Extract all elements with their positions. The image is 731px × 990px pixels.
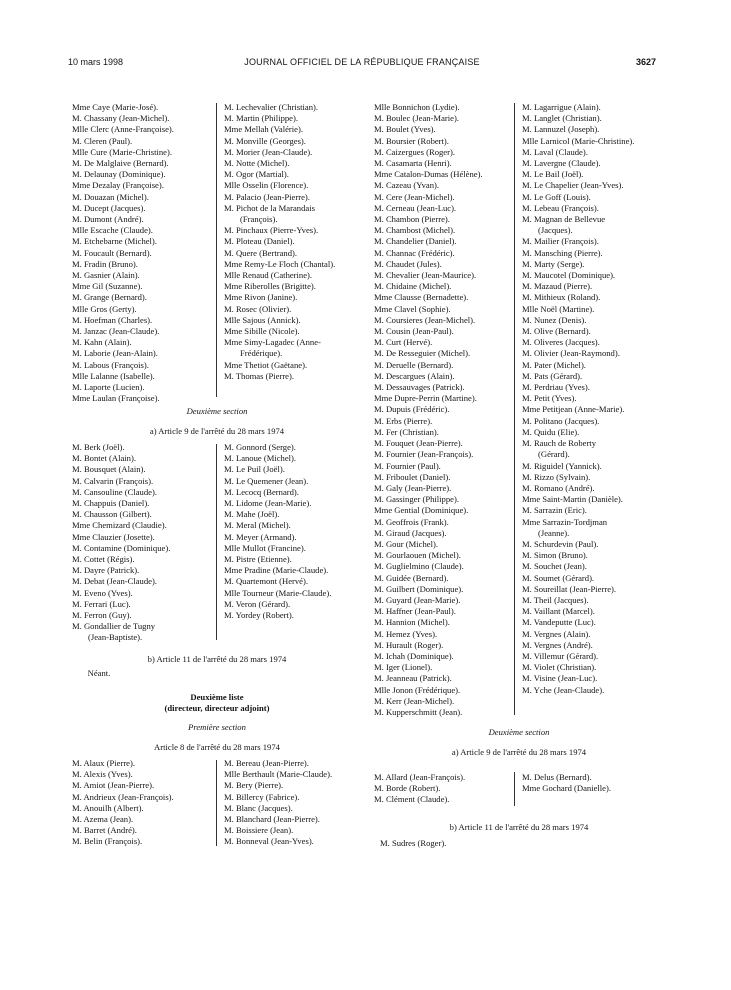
name-entry: M. Geoffrois (Frank). [374, 516, 449, 527]
name-entry: Mlle Sajous (Annick). [224, 314, 301, 325]
name-entry: M. Pistre (Etienne). [224, 554, 292, 565]
name-entry: M. Vergnes (André). [522, 639, 593, 650]
section-title: Deuxième section [488, 727, 550, 737]
name-entry: M. Ferron (Guy). [72, 610, 132, 621]
name-entry: M. Gasnier (Alain). [72, 270, 140, 281]
name-entry: M. Alaux (Pierre). [72, 758, 136, 768]
name-entry: M. Vaillant (Marcel). [522, 606, 595, 617]
name-column [374, 102, 510, 718]
name-entry: Mme Gil (Suzanne). [72, 281, 143, 292]
name-entry: Mme Remy-Le Floch (Chantal). [224, 258, 336, 269]
name-entry: M. Cansouline (Claude). [72, 486, 157, 497]
name-entry: M. Haffner (Jean-Paul). [374, 606, 456, 617]
name-entry: M. Veron (Gérard). [224, 598, 291, 609]
name-entry: Mme Rivon (Janine). [224, 292, 298, 303]
name-entry: M. Sarrazin (Eric). [522, 505, 587, 516]
name-column [72, 758, 208, 848]
name-entry: M. Boursier (Robert). [374, 135, 449, 146]
name-entry: M. Marty (Serge). [522, 258, 585, 269]
name-entry: M. Laporte (Lucien). [72, 382, 145, 393]
name-entry: M. Magnan de Bellevue [522, 214, 606, 225]
name-column [224, 102, 364, 382]
name-entry: M. Lavergne (Claude). [522, 158, 601, 169]
name-entry: M. Soumet (Gérard). [522, 572, 595, 583]
name-entry: M. Blanchard (Jean-Pierre). [224, 814, 320, 825]
name-entry: M. Amiot (Jean-Pierre). [72, 780, 155, 791]
name-entry: M. Mailier (François). [522, 236, 599, 247]
name-entry: Mme Thetiot (Gaëtane). [224, 359, 308, 370]
name-entry: Mme Caye (Marie-José). [72, 102, 159, 112]
section-title: Deuxième section [186, 406, 248, 416]
name-entry: M. Lagarrigue (Alain). [522, 102, 601, 112]
name-entry: M. Hannion (Michel). [374, 617, 450, 628]
name-entry: M. Meral (Michel). [224, 520, 291, 531]
name-entry: M. Chidaine (Michel). [374, 281, 452, 292]
name-entry: M. Borde (Robert). [374, 783, 441, 794]
name-entry: Mlle Cure (Marie-Christine). [72, 146, 172, 157]
name-entry: M. Deruelle (Bernard). [374, 359, 454, 370]
name-entry: M. Simon (Bruno). [522, 550, 588, 561]
name-entry: M. Labous (François). [72, 359, 149, 370]
name-entry: M. Blanc (Jacques). [224, 802, 293, 813]
name-entry: Mlle Jonon (Frédérique). [374, 684, 461, 695]
name-entry: M. Sudres (Roger). [380, 838, 447, 848]
name-entry: Mme Clausse (Bernadette). [374, 292, 469, 303]
name-entry: M. Lecocq (Bernard). [224, 486, 299, 497]
name-entry: M. Nunez (Denis). [522, 314, 587, 325]
name-entry: M. Janzac (Jean-Claude). [72, 326, 160, 337]
name-entry: M. Martin (Philippe). [224, 113, 298, 124]
name-entry: Mme Dupre-Perrin (Martine). [374, 393, 477, 404]
name-entry: M. Pater (Michel). [522, 359, 586, 370]
column-divider [216, 444, 217, 640]
name-entry: M. Descargues (Alain). [374, 370, 455, 381]
name-entry: M. Cousin (Jean-Paul). [374, 326, 454, 337]
name-entry-continuation: (Gérard). [538, 449, 570, 460]
name-entry: M. Ploteau (Daniel). [224, 236, 295, 247]
name-entry: M. Coursieres (Jean-Michel). [374, 314, 476, 325]
name-entry: Mlle Osselin (Florence). [224, 180, 309, 191]
name-entry: M. Cleren (Paul). [72, 135, 133, 146]
name-entry: M. Alexis (Yves). [72, 769, 133, 780]
name-entry: M. Bery (Pierre). [224, 780, 284, 791]
name-entry: M. Chambost (Michel). [374, 225, 456, 236]
name-entry: M. Le Quemener (Jean). [224, 475, 309, 486]
name-entry: Mme Clavel (Sophie). [374, 303, 451, 314]
name-entry: M. Boulet (Yves). [374, 124, 436, 135]
name-entry: M. Boulec (Jean-Marie). [374, 113, 459, 124]
name-entry: M. Ogor (Martial). [224, 169, 289, 180]
name-entry: M. Lanoue (Michel). [224, 453, 297, 464]
name-column [72, 442, 208, 644]
name-entry: M. Rizzo (Sylvain). [522, 471, 591, 482]
header-page-number: 3627 [635, 57, 656, 67]
article-heading: Article 8 de l'arrêté du 28 mars 1974 [154, 742, 280, 752]
name-entry: Mme Dezalay (Françoise). [72, 180, 164, 191]
name-column [224, 442, 364, 621]
page-header [68, 57, 656, 69]
name-entry: Mme Sibille (Nicole). [224, 326, 300, 337]
name-entry: M. Hurault (Roger). [374, 639, 444, 650]
name-entry: M. Langlet (Christian). [522, 113, 602, 124]
header-date: 10 mars 1998 [68, 57, 124, 67]
name-entry: M. Belin (François). [72, 836, 143, 847]
name-entry: M. Azema (Jean). [72, 814, 134, 825]
column-divider [216, 760, 217, 846]
name-entry: M. Gassinger (Philippe). [374, 494, 459, 505]
name-entry: Mlle Bonnichon (Lydie). [374, 102, 460, 112]
name-entry: M. Hoefman (Charles). [72, 314, 153, 325]
name-entry: M. Anouilh (Albert). [72, 802, 144, 813]
name-entry: M. Politano (Jacques). [522, 415, 600, 426]
name-entry: Mme Gential (Dominique). [374, 505, 469, 516]
name-entry: M. Perdriau (Yves). [522, 382, 590, 393]
name-entry: M. Iger (Lionel). [374, 662, 433, 673]
name-entry: M. Chaudet (Jules). [374, 258, 442, 269]
name-entry: M. Le Bail (Joël). [522, 169, 584, 180]
name-entry: Mme Gochard (Danielle). [522, 783, 612, 794]
name-entry: M. Delus (Bernard). [522, 772, 592, 782]
article-heading: b) Article 11 de l'arrêté du 28 mars 1974 [449, 822, 589, 832]
name-entry: M. Giraud (Jacques). [374, 527, 447, 538]
name-entry: M. Kupperschmitt (Jean). [374, 706, 463, 717]
neant-text: Néant. [87, 668, 111, 678]
name-entry: M. Fouquet (Jean-Pierre). [374, 438, 463, 449]
name-entry: M. Calvarin (François). [72, 475, 154, 486]
name-entry: M. Chappuis (Daniel). [72, 498, 150, 509]
name-entry: M. Dupuis (Frédéric). [374, 404, 450, 415]
name-entry: M. Le Goff (Louis). [522, 191, 591, 202]
name-entry: M. Berk (Joël). [72, 442, 125, 452]
name-entry: M. Delaunay (Dominique). [72, 169, 166, 180]
name-entry: M. Ichah (Dominique). [374, 650, 454, 661]
name-entry: M. Villemur (Gérard). [522, 650, 599, 661]
name-entry: M. Chambon (Pierre). [374, 214, 450, 225]
name-entry: M. Meyer (Armand). [224, 531, 297, 542]
name-column [224, 758, 364, 848]
name-entry: M. Lidome (Jean-Marie). [224, 498, 312, 509]
name-entry: Mme Petitjean (Anne-Marie). [522, 404, 625, 415]
name-entry: M. Cerneau (Jean-Luc). [374, 202, 457, 213]
name-entry: M. Kahn (Alain). [72, 337, 132, 348]
name-entry: M. Maucotel (Dominique). [522, 270, 616, 281]
name-entry: Mme Catalon-Dumas (Hélène). [374, 169, 483, 180]
name-entry: M. Guglielmino (Claude). [374, 561, 464, 572]
name-entry: M. Bereau (Jean-Pierre). [224, 758, 309, 768]
name-entry-continuation: (Jacques). [538, 225, 573, 236]
name-entry: M. Rosec (Olivier). [224, 303, 292, 314]
name-entry: M. Fournier (Paul). [374, 460, 441, 471]
name-entry-continuation: (Jean-Baptiste). [88, 632, 143, 643]
name-entry: M. Andrieux (Jean-François). [72, 791, 174, 802]
name-entry: M. Cottet (Régis). [72, 554, 135, 565]
name-entry: M. Palacio (Jean-Pierre). [224, 191, 310, 202]
name-entry: M. Yordey (Robert). [224, 610, 294, 621]
name-entry: M. De Malglaive (Bernard). [72, 158, 169, 169]
name-entry: M. Cere (Jean-Michel). [374, 191, 455, 202]
name-entry: M. Riguidel (Yannick). [522, 460, 602, 471]
name-entry: M. Theil (Jacques). [522, 594, 589, 605]
name-entry: M. Foucault (Bernard). [72, 247, 152, 258]
name-entry: M. Notte (Michel). [224, 158, 290, 169]
name-entry: Mlle Gros (Gerty). [72, 303, 137, 314]
name-column [374, 772, 510, 806]
name-entry: M. Galy (Jean-Pierre). [374, 482, 452, 493]
name-entry: M. Billercy (Fabrice). [224, 791, 300, 802]
section-title: Première section [188, 722, 246, 732]
name-entry: Mme Mellah (Valérie). [224, 124, 303, 135]
list-subtitle: (directeur, directeur adjoint) [164, 703, 270, 713]
name-entry: Mme Laulan (Françoise). [72, 393, 160, 404]
name-entry: M. Pichot de la Marandais [224, 202, 315, 213]
name-entry: M. Chausson (Gilbert). [72, 509, 152, 520]
name-entry: M. Quere (Bertrand). [224, 247, 298, 258]
name-entry: M. Barret (André). [72, 825, 137, 836]
name-entry: M. Chandelier (Daniel). [374, 236, 457, 247]
name-entry: Mlle Berthault (Marie-Claude). [224, 769, 333, 780]
name-entry: Mlle Clerc (Anne-Françoise). [72, 124, 174, 135]
name-entry: Mme Riberolles (Brigitte). [224, 281, 316, 292]
name-entry-continuation: (François). [240, 214, 278, 225]
name-entry: M. Guilbert (Dominique). [374, 583, 464, 594]
name-entry: M. Pats (Gérard). [522, 370, 583, 381]
name-entry: M. Jeanneau (Patrick). [374, 673, 452, 684]
name-entry: M. Yche (Jean-Claude). [522, 684, 605, 695]
name-entry: M. Rauch de Roberty [522, 438, 596, 449]
name-entry: M. Fradin (Bruno). [72, 258, 138, 269]
name-entry: Mme Saint-Martin (Danièle). [522, 494, 623, 505]
name-entry: M. Bontet (Alain). [72, 453, 136, 464]
name-entry: Mlle Tourneur (Marie-Claude). [224, 587, 332, 598]
name-entry: Mlle Lalanne (Isabelle). [72, 370, 155, 381]
name-entry: M. Dayre (Patrick). [72, 565, 140, 576]
name-entry: Mlle Larnicol (Marie-Christine). [522, 135, 635, 146]
name-entry: M. Pinchaux (Pierre-Yves). [224, 225, 319, 236]
name-entry: M. Cazeau (Yvan). [374, 180, 439, 191]
name-entry: M. Guyard (Jean-Marie). [374, 594, 461, 605]
name-entry: M. Vergnes (Alain). [522, 628, 591, 639]
name-entry: Mlle Escache (Claude). [72, 225, 153, 236]
name-entry: M. Mazaud (Pierre). [522, 281, 593, 292]
name-entry: M. Ferrari (Luc). [72, 598, 131, 609]
list-title: Deuxième liste [190, 692, 244, 702]
name-entry: M. Hemez (Yves). [374, 628, 438, 639]
name-entry: M. Ducept (Jacques). [72, 202, 146, 213]
name-entry: M. Quidu (Elie). [522, 426, 580, 437]
name-entry: M. Clément (Claude). [374, 794, 450, 805]
name-entry: M. Schurdevin (Paul). [522, 538, 599, 549]
name-entry: Mlle Noël (Martine). [522, 303, 595, 314]
name-entry: Mme Pradine (Marie-Claude). [224, 565, 329, 576]
name-entry: M. Monville (Georges). [224, 135, 306, 146]
name-entry: M. Lechevalier (Christian). [224, 102, 319, 112]
name-entry: M. Dumont (André). [72, 214, 144, 225]
name-entry: M. Casamarta (Henri). [374, 158, 452, 169]
name-entry: M. Friboulet (Daniel). [374, 471, 451, 482]
name-entry: M. Guidée (Bernard). [374, 572, 449, 583]
name-entry-continuation: Frédérique). [240, 348, 283, 359]
name-entry: M. Gondallier de Tugny [72, 621, 156, 632]
name-entry: M. Visine (Jean-Luc). [522, 673, 598, 684]
name-entry: M. Dessauvages (Patrick). [374, 382, 465, 393]
name-entry: M. Vandeputte (Luc). [522, 617, 596, 628]
name-entry: M. Debat (Jean-Claude). [72, 576, 157, 587]
name-entry: M. Olive (Bernard). [522, 326, 591, 337]
name-entry: M. De Resseguier (Michel). [374, 348, 471, 359]
name-entry: M. Erbs (Pierre). [374, 415, 433, 426]
column-divider [216, 103, 217, 397]
column-divider [514, 103, 515, 715]
name-entry: M. Le Chapelier (Jean-Yves). [522, 180, 624, 191]
name-entry: M. Oliveres (Jacques). [522, 337, 600, 348]
name-entry: Mlle Mullot (Francine). [224, 542, 306, 553]
name-entry: M. Quartemont (Hervé). [224, 576, 308, 587]
name-entry: M. Curt (Hervé). [374, 337, 433, 348]
name-entry: M. Fer (Christian). [374, 426, 439, 437]
name-entry: M. Thomas (Pierre). [224, 370, 295, 381]
name-entry: M. Channac (Frédéric). [374, 247, 455, 258]
name-column [522, 102, 672, 696]
name-entry: Mme Sarrazin-Tordjman [522, 516, 608, 527]
article-heading: b) Article 11 de l'arrêté du 28 mars 1974 [147, 654, 287, 664]
name-entry-continuation: (Jeanne). [538, 527, 570, 538]
name-entry: M. Contamine (Dominique). [72, 542, 171, 553]
name-entry: M. Romano (André). [522, 482, 595, 493]
name-column [72, 102, 208, 404]
name-entry: M. Petit (Yves). [522, 393, 577, 404]
name-entry: M. Fournier (Jean-François). [374, 449, 474, 460]
name-entry: M. Laborie (Jean-Alain). [72, 348, 158, 359]
name-entry: M. Violet (Christian). [522, 662, 597, 673]
name-entry: M. Caizergues (Roger). [374, 146, 455, 157]
header-title: JOURNAL OFFICIEL DE LA RÉPUBLIQUE FRANÇAISE [244, 57, 480, 67]
name-entry: M. Chevalier (Jean-Maurice). [374, 270, 477, 281]
name-entry: M. Etchebarne (Michel). [72, 236, 157, 247]
name-entry: M. Soureillat (Jean-Pierre). [522, 583, 617, 594]
name-entry: M. Lebeau (François). [522, 202, 599, 213]
article-heading: a) Article 9 de l'arrêté du 28 mars 1974 [451, 747, 587, 757]
name-entry: M. Eveno (Yves). [72, 587, 133, 598]
name-entry: M. Mahe (Joël). [224, 509, 280, 520]
name-entry: M. Mansching (Pierre). [522, 247, 603, 258]
name-entry: M. Olivier (Jean-Raymond). [522, 348, 620, 359]
name-list [380, 838, 520, 849]
name-entry: M. Souchet (Jean). [522, 561, 587, 572]
name-entry: M. Bousquet (Alain). [72, 464, 146, 475]
name-entry: M. Le Puil (Joël). [224, 464, 285, 475]
name-entry: M. Douazan (Michel). [72, 191, 149, 202]
name-column [522, 772, 662, 794]
name-entry: M. Allard (Jean-François). [374, 772, 466, 782]
name-entry: M. Gour (Michel). [374, 538, 438, 549]
name-entry: Mme Chemizard (Claudie). [72, 520, 167, 531]
name-entry: Mlle Renaud (Catherine). [224, 270, 313, 281]
name-entry: M. Gourlaouen (Michel). [374, 550, 461, 561]
name-entry: M. Kerr (Jean-Michel). [374, 695, 455, 706]
name-entry: M. Lannuzel (Joseph). [522, 124, 600, 135]
name-entry: M. Laval (Claude). [522, 146, 588, 157]
name-entry: M. Chassany (Jean-Michel). [72, 113, 170, 124]
name-entry: Mme Simy-Lagadec (Anne- [224, 337, 321, 348]
name-entry: M. Gonnord (Serge). [224, 442, 296, 452]
name-entry: Mme Clauzier (Josette). [72, 531, 155, 542]
name-entry: M. Grange (Bernard). [72, 292, 147, 303]
name-entry: M. Morier (Jean-Claude). [224, 146, 313, 157]
name-entry: M. Mithieux (Roland). [522, 292, 601, 303]
name-entry: M. Bonneval (Jean-Yves). [224, 836, 314, 847]
article-heading: a) Article 9 de l'arrêté du 28 mars 1974 [149, 426, 285, 436]
name-entry: M. Boissiere (Jean). [224, 825, 294, 836]
column-divider [514, 772, 515, 806]
